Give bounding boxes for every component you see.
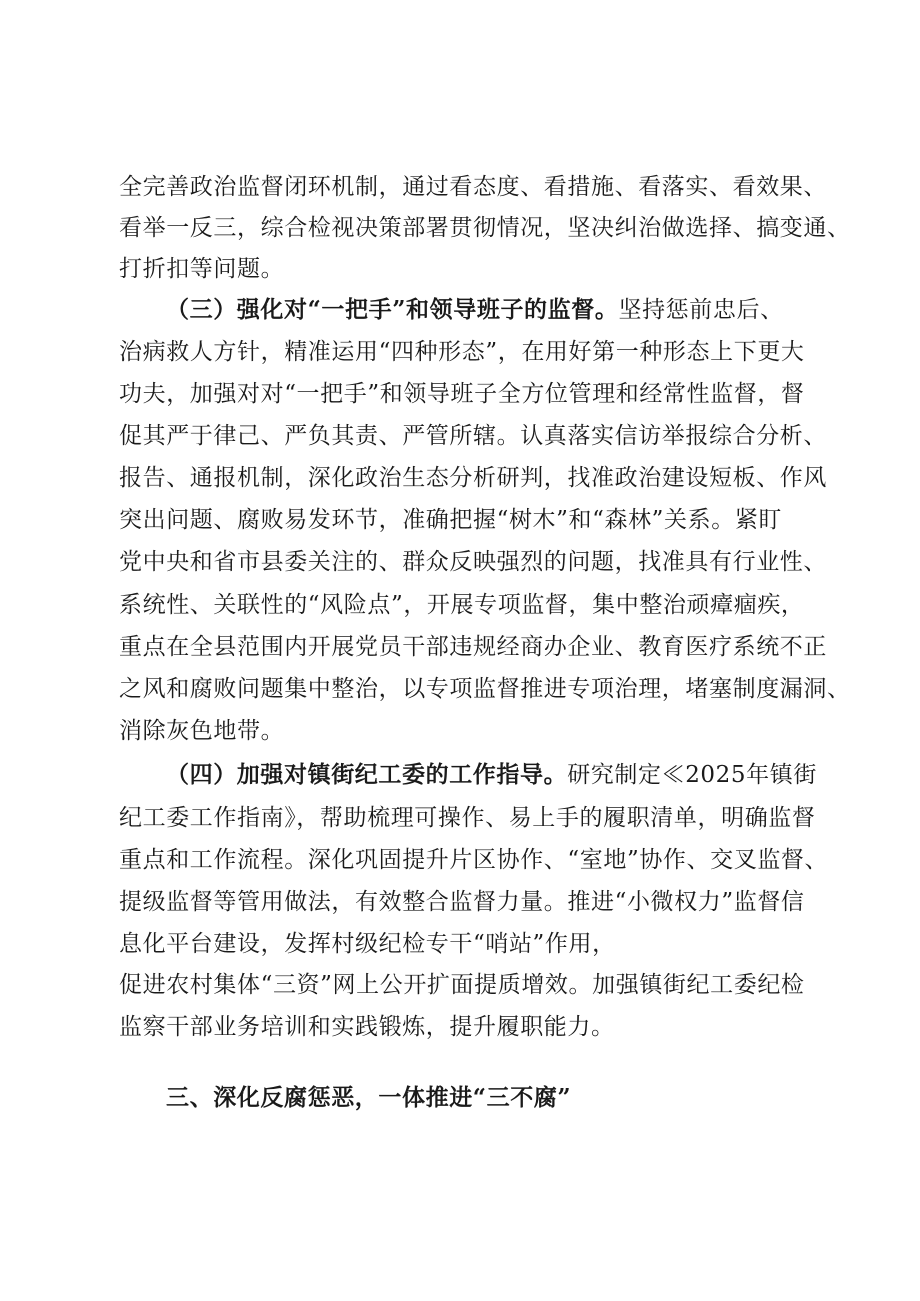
text-line: 打折扣等问题。 <box>119 256 285 282</box>
text-line: 重点和工作流程。深化巩固提升片区协作、“室地”协作、交叉监督、 <box>119 847 829 873</box>
text-line: 提级监督等管用做法，有效整合监督力量。推进“小微权力”监督信 <box>119 889 805 915</box>
text-line: 消除灰色地带。 <box>119 718 285 744</box>
text-line: 看举一反三，综合检视决策部署贯彻情况，坚决纠治做选择、搞变通、 <box>119 215 851 241</box>
text-line: 全完善政治监督闭环机制，通过看态度、看措施、看落实、看效果、 <box>119 174 827 200</box>
section-heading: 三、深化反腐惩恶，一体推进“三不腐” <box>166 1084 572 1111</box>
text-line: 治病救人方针，精准运用“四种形态”，在用好第一种形态上下更大 <box>119 339 805 365</box>
subsection-heading: （四）加强对镇街纪工委的工作指导。 <box>166 761 568 788</box>
text-line: 党中央和省市县委关注的、群众反映强烈的问题，找准具有行业性、 <box>119 549 827 575</box>
paragraph-lead-text: 研究制定≪2025年镇街 <box>567 762 817 788</box>
text-line: 促其严于律己、严负其责、严管所辖。认真落实信访举报综合分析、 <box>119 423 827 449</box>
text-line: 突出问题、腐败易发环节，准确把握“树木”和“森林”关系。紧盯 <box>119 507 783 533</box>
paragraph-lead-text: 坚持惩前忠后、 <box>618 297 784 323</box>
text-line: 息化平台建设，发挥村级纪检专干“哨站”作用， <box>119 931 616 957</box>
text-line: 重点在全县范围内开展党员干部违规经商办企业、教育医疗系统不正 <box>119 634 827 660</box>
text-line: 报告、通报机制，深化政治生态分析研判，找准政治建设短板、作风 <box>119 465 827 491</box>
paragraph-heading-line <box>166 760 817 790</box>
subsection-heading: （三）强化对“一把手”和领导班子的监督。 <box>166 296 619 323</box>
paragraph-heading-line <box>166 295 784 325</box>
text-line: 系统性、关联性的“风险点”，开展专项监督，集中整治顽瘴痼疾， <box>119 592 805 618</box>
text-line: 监察干部业务培训和实践锻炼，提升履职能力。 <box>119 1014 615 1040</box>
text-line: 促进农村集体“三资”网上公开扩面提质增效。加强镇街纪工委纪检 <box>119 972 805 998</box>
text-line: 纪工委工作指南》，帮助梳理可操作、易上手的履职清单，明确监督 <box>119 805 816 831</box>
text-line: 功夫，加强对对“一把手”和领导班子全方位管理和经常性监督，督 <box>119 381 805 407</box>
text-line: 之风和腐败问题集中整治，以专项监督推进专项治理，堵塞制度漏洞、 <box>119 676 851 702</box>
